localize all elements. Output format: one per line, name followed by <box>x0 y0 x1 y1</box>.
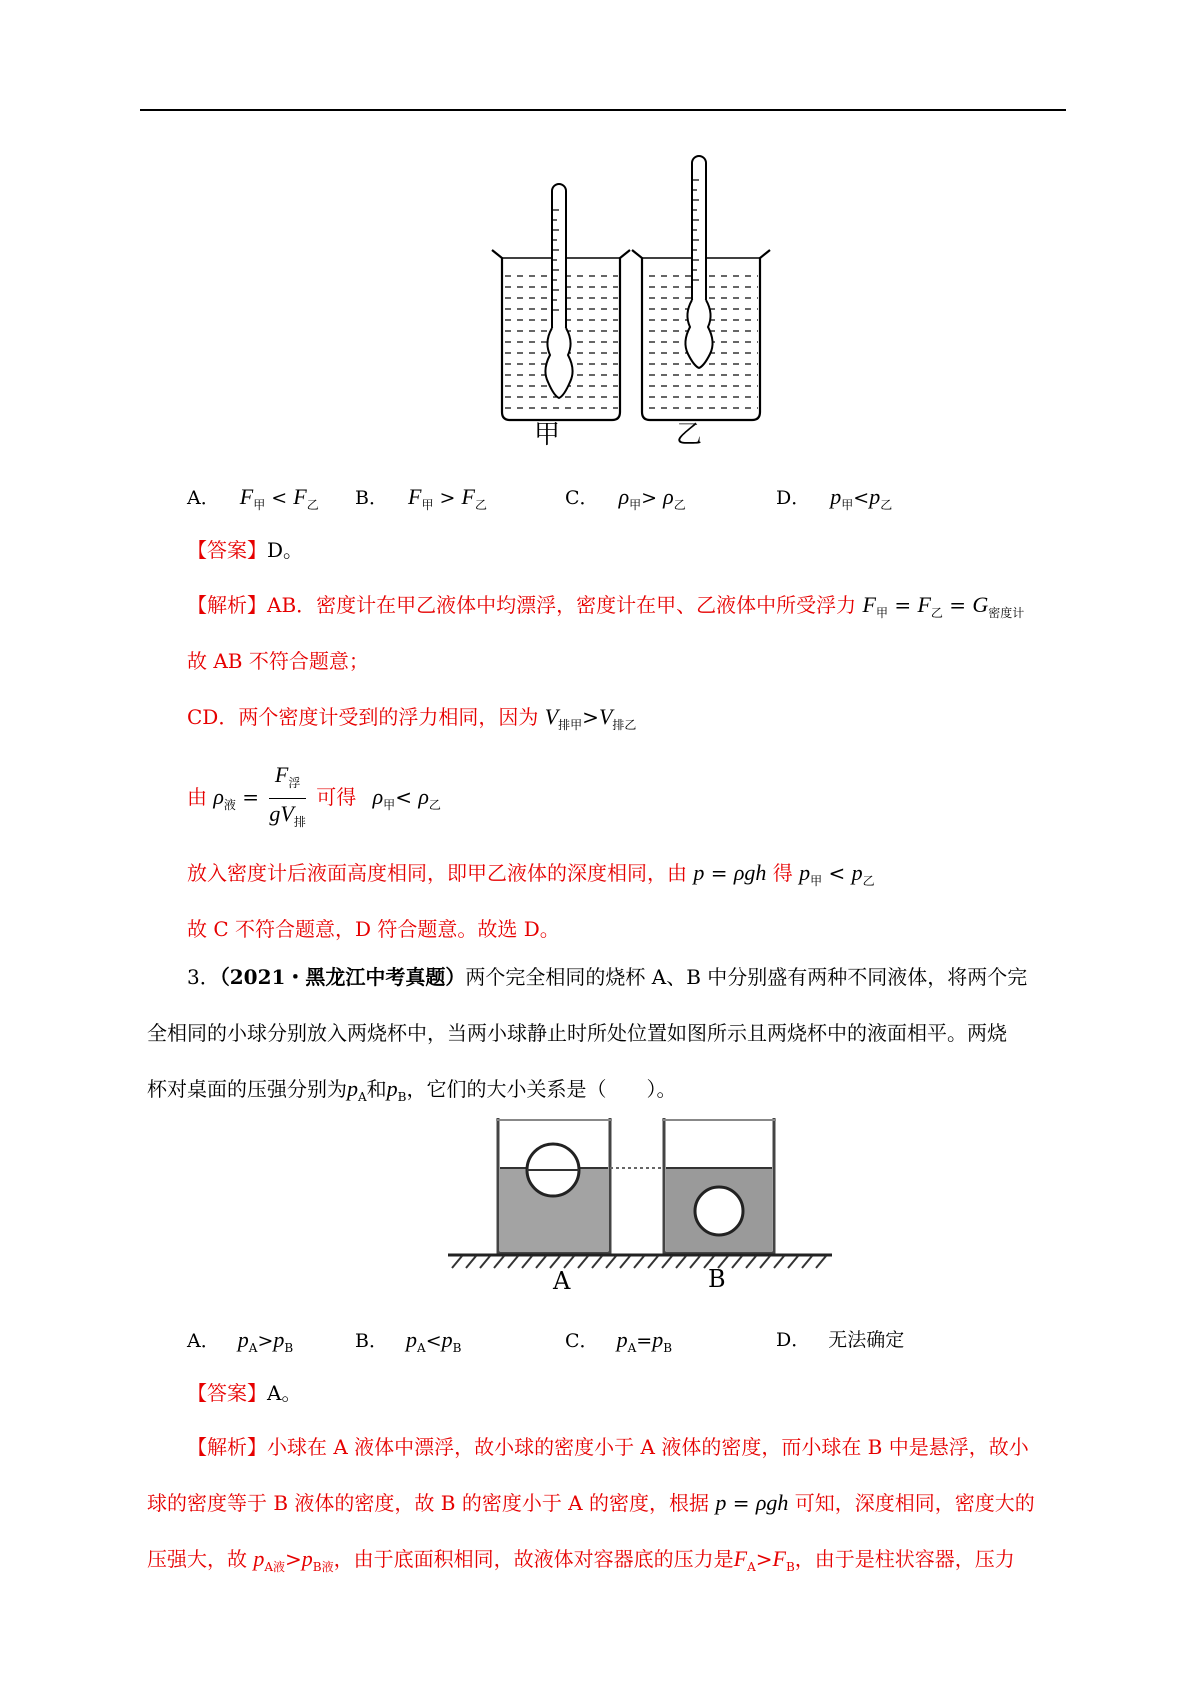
q2-analysis-tag: 【解析】 <box>187 593 267 617</box>
hydrometer-figure <box>480 150 780 450</box>
q3-option-c-label: C． <box>565 1330 599 1352</box>
q3-text3c: ，它们的大小关系是（ ）。 <box>406 1077 677 1101</box>
q2-analysis-text4a: 由 <box>187 785 207 809</box>
q3-analysis-text3a: 压强大，故 <box>147 1547 247 1571</box>
beaker-a <box>496 1118 612 1253</box>
q2-analysis-line4: 由 $\rho_液$ = $\frac{F_浮}{gV_排}$ 可得 $\rho_甲< \rho_乙$ <box>187 762 441 835</box>
q3-analysis-line2: 球的密度等于 B 液体的密度，故 B 的密度小于 A 的密度，根据 p = ρgh 可知，深度相同，密度大的 <box>147 1490 1035 1515</box>
q3-analysis-line1 <box>187 1432 1029 1462</box>
q2-answer-tag: 【答案】 <box>187 538 267 562</box>
q3-answer-text: A。 <box>267 1381 302 1405</box>
q2-analysis-text1: AB．密度计在甲乙液体中均漂浮，密度计在甲、乙液体中所受浮力 <box>267 593 857 617</box>
q2-answer-text: D。 <box>267 538 304 562</box>
q3-source: （2021・黑龙江中考真题） <box>219 965 466 989</box>
q2-option-d: D． $p_甲<p_乙$ <box>776 484 893 512</box>
q3-analysis-text2a: 球的密度等于 B 液体的密度，故 B 的密度小于 A 的密度，根据 <box>147 1491 709 1515</box>
q3-stem-line3: 杯对桌面的压强分别为$p_A$和$p_B$，它们的大小关系是（ ）。 <box>147 1076 677 1104</box>
q3-analysis-text1: 小球在 A 液体中漂浮，故小球的密度小于 A 液体的密度，而小球在 B 中是悬浮，故小 <box>267 1435 1029 1459</box>
q3-analysis-text3c: ，由于是柱状容器，压力 <box>794 1547 1015 1571</box>
q3-option-b: B． $p_A<p_B$ <box>355 1327 462 1355</box>
q2-analysis-text5b: 得 <box>772 861 793 885</box>
q2-analysis-text5a: 放入密度计后液面高度相同，即甲乙液体的深度相同，由 <box>187 861 687 885</box>
q3-number: 3． <box>187 965 220 989</box>
q2-analysis-line3: CD．两个密度计受到的浮力相同，因为 $V_{排甲}>V_{排乙}$ <box>187 704 637 732</box>
q2-analysis-line6: 故 C 不符合题意，D 符合题意。故选 D。 <box>187 917 560 941</box>
q3-text3b: 和 <box>366 1077 387 1101</box>
q3-option-b-label: B． <box>355 1330 388 1352</box>
beaker-jia <box>492 184 630 420</box>
q3-text1: 两个完全相同的烧杯 A、B 中分别盛有两种不同液体，将两个完 <box>465 965 1028 989</box>
q3-stem-line1 <box>187 962 1027 992</box>
q3-text3a: 杯对桌面的压强分别为 <box>147 1077 347 1101</box>
q3-analysis-tag: 【解析】 <box>187 1435 267 1459</box>
q3-option-a-label: A． <box>187 1330 220 1352</box>
beaker-ball-figure <box>440 1108 840 1296</box>
figure2-label-a: A <box>553 1267 571 1295</box>
q2-option-b-label: B． <box>355 487 388 509</box>
q3-analysis-text2b: 可知，深度相同，密度大的 <box>794 1491 1035 1515</box>
figure2-label-b: B <box>708 1265 726 1293</box>
figure1-label-yi: 乙 <box>676 420 703 450</box>
q2-analysis-line1: 【解析】AB．密度计在甲乙液体中均漂浮，密度计在甲、乙液体中所受浮力 $F_甲 = F_乙 = G_{密度计}$ <box>187 592 1025 620</box>
figure1-label-jia: 甲 <box>534 420 561 450</box>
q2-analysis-line2: 故 AB 不符合题意； <box>187 649 369 673</box>
q3-option-d <box>776 1325 904 1355</box>
header-rule <box>140 109 1066 111</box>
beaker-yi <box>632 156 770 420</box>
table-surface <box>448 1255 832 1268</box>
q3-analysis-text3b: ，由于底面积相同，故液体对容器底的压力是 <box>333 1547 734 1571</box>
q2-option-c: C． $\rho_甲> \rho_乙$ <box>565 484 686 512</box>
q2-answer <box>187 535 303 565</box>
q3-option-a: A． $p_A>p_B$ <box>187 1327 294 1355</box>
q3-option-d-label: D． <box>776 1329 811 1351</box>
q3-option-d-text: 无法确定 <box>828 1329 905 1351</box>
beaker-b <box>662 1118 776 1253</box>
density-fraction: $\frac{F_浮}{gV_排}$ <box>269 762 306 829</box>
q3-analysis-line3: 压强大，故 $p_{A液}>p_{B液}$，由于底面积相同，故液体对容器底的压力是$F_A>F_B$，由于是柱状容器，压力 <box>147 1546 1015 1574</box>
q2-option-a: A． $F_甲 < F_乙$ <box>187 484 319 512</box>
q2-analysis-line5: 放入密度计后液面高度相同，即甲乙液体的深度相同，由 p = ρgh 得 $p_甲 < p_乙$ <box>187 860 875 888</box>
q3-stem-line2: 全相同的小球分别放入两烧杯中，当两小球静止时所处位置如图所示且两烧杯中的液面相平。两烧 <box>147 1021 1007 1045</box>
q3-answer <box>187 1378 301 1408</box>
q3-answer-tag: 【答案】 <box>187 1381 267 1405</box>
q2-option-b: B． $F_甲 > F_乙$ <box>355 484 487 512</box>
q2-option-c-label: C． <box>565 487 599 509</box>
q2-analysis-text4b: 可得 <box>316 785 357 809</box>
q2-option-a-label: A． <box>187 487 220 509</box>
q2-analysis-text3: CD．两个密度计受到的浮力相同，因为 <box>187 705 539 729</box>
q2-option-d-label: D． <box>776 487 811 509</box>
q3-option-c: C． $p_A=p_B$ <box>565 1327 673 1355</box>
